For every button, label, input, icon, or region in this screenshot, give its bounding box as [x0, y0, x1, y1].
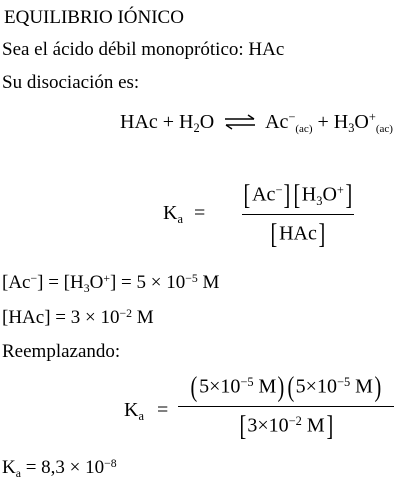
equals-sign: = — [156, 399, 169, 421]
ka-fraction — [242, 180, 354, 251]
intro-text: Sea el ácido débil monoprótico: HAc — [2, 39, 285, 60]
product-acetate: $Ac^-_{(ac)}$ — [265, 110, 313, 135]
plus-sign: + — [162, 111, 175, 133]
equals-sign: = — [193, 202, 206, 224]
page-title: EQUILIBRIO IÓNICO — [4, 7, 184, 28]
replace-label: Reemplazando: — [2, 341, 121, 362]
dissociation-equation — [120, 110, 393, 136]
product-hydronium: $H_3O^+_{(ac)}$ — [333, 110, 393, 136]
concentration-line-ions: $[Ac^-] = [H_3O^+] = 5 \times 10^{-5}$ M — [2, 271, 220, 296]
plus-sign: + — [317, 111, 329, 133]
ka-numerator: [Ac−] $[H_3O^+]$ — [243, 179, 353, 211]
dissociation-label: Su disociación es: — [2, 72, 140, 93]
substitution-fraction — [178, 372, 394, 443]
fraction-bar — [242, 214, 354, 215]
substitution-numerator: ($5\times 10^{-5}$ M) ($5\times 10^{-5}$ M) — [190, 371, 382, 403]
water-formula: $H_2O$ — [179, 111, 215, 136]
ka-symbol: $K_a$ = — [163, 202, 206, 227]
fraction-bar — [178, 406, 394, 407]
equilibrium-arrow-icon — [223, 114, 257, 130]
reactant-hac: HAc — [120, 111, 158, 133]
ka-denominator: [HAc] — [270, 217, 326, 250]
substitution-denominator: [$3\times 10^{-2}$ M] — [239, 409, 333, 442]
ka-result: $K_a = 8,3 \times 10^{-8}$ — [2, 456, 117, 481]
ka-symbol-substitution: $K_a$ = — [124, 399, 169, 424]
concentration-line-hac: $[HAc] = 3 \times 10^{-2}$ M — [2, 306, 154, 328]
